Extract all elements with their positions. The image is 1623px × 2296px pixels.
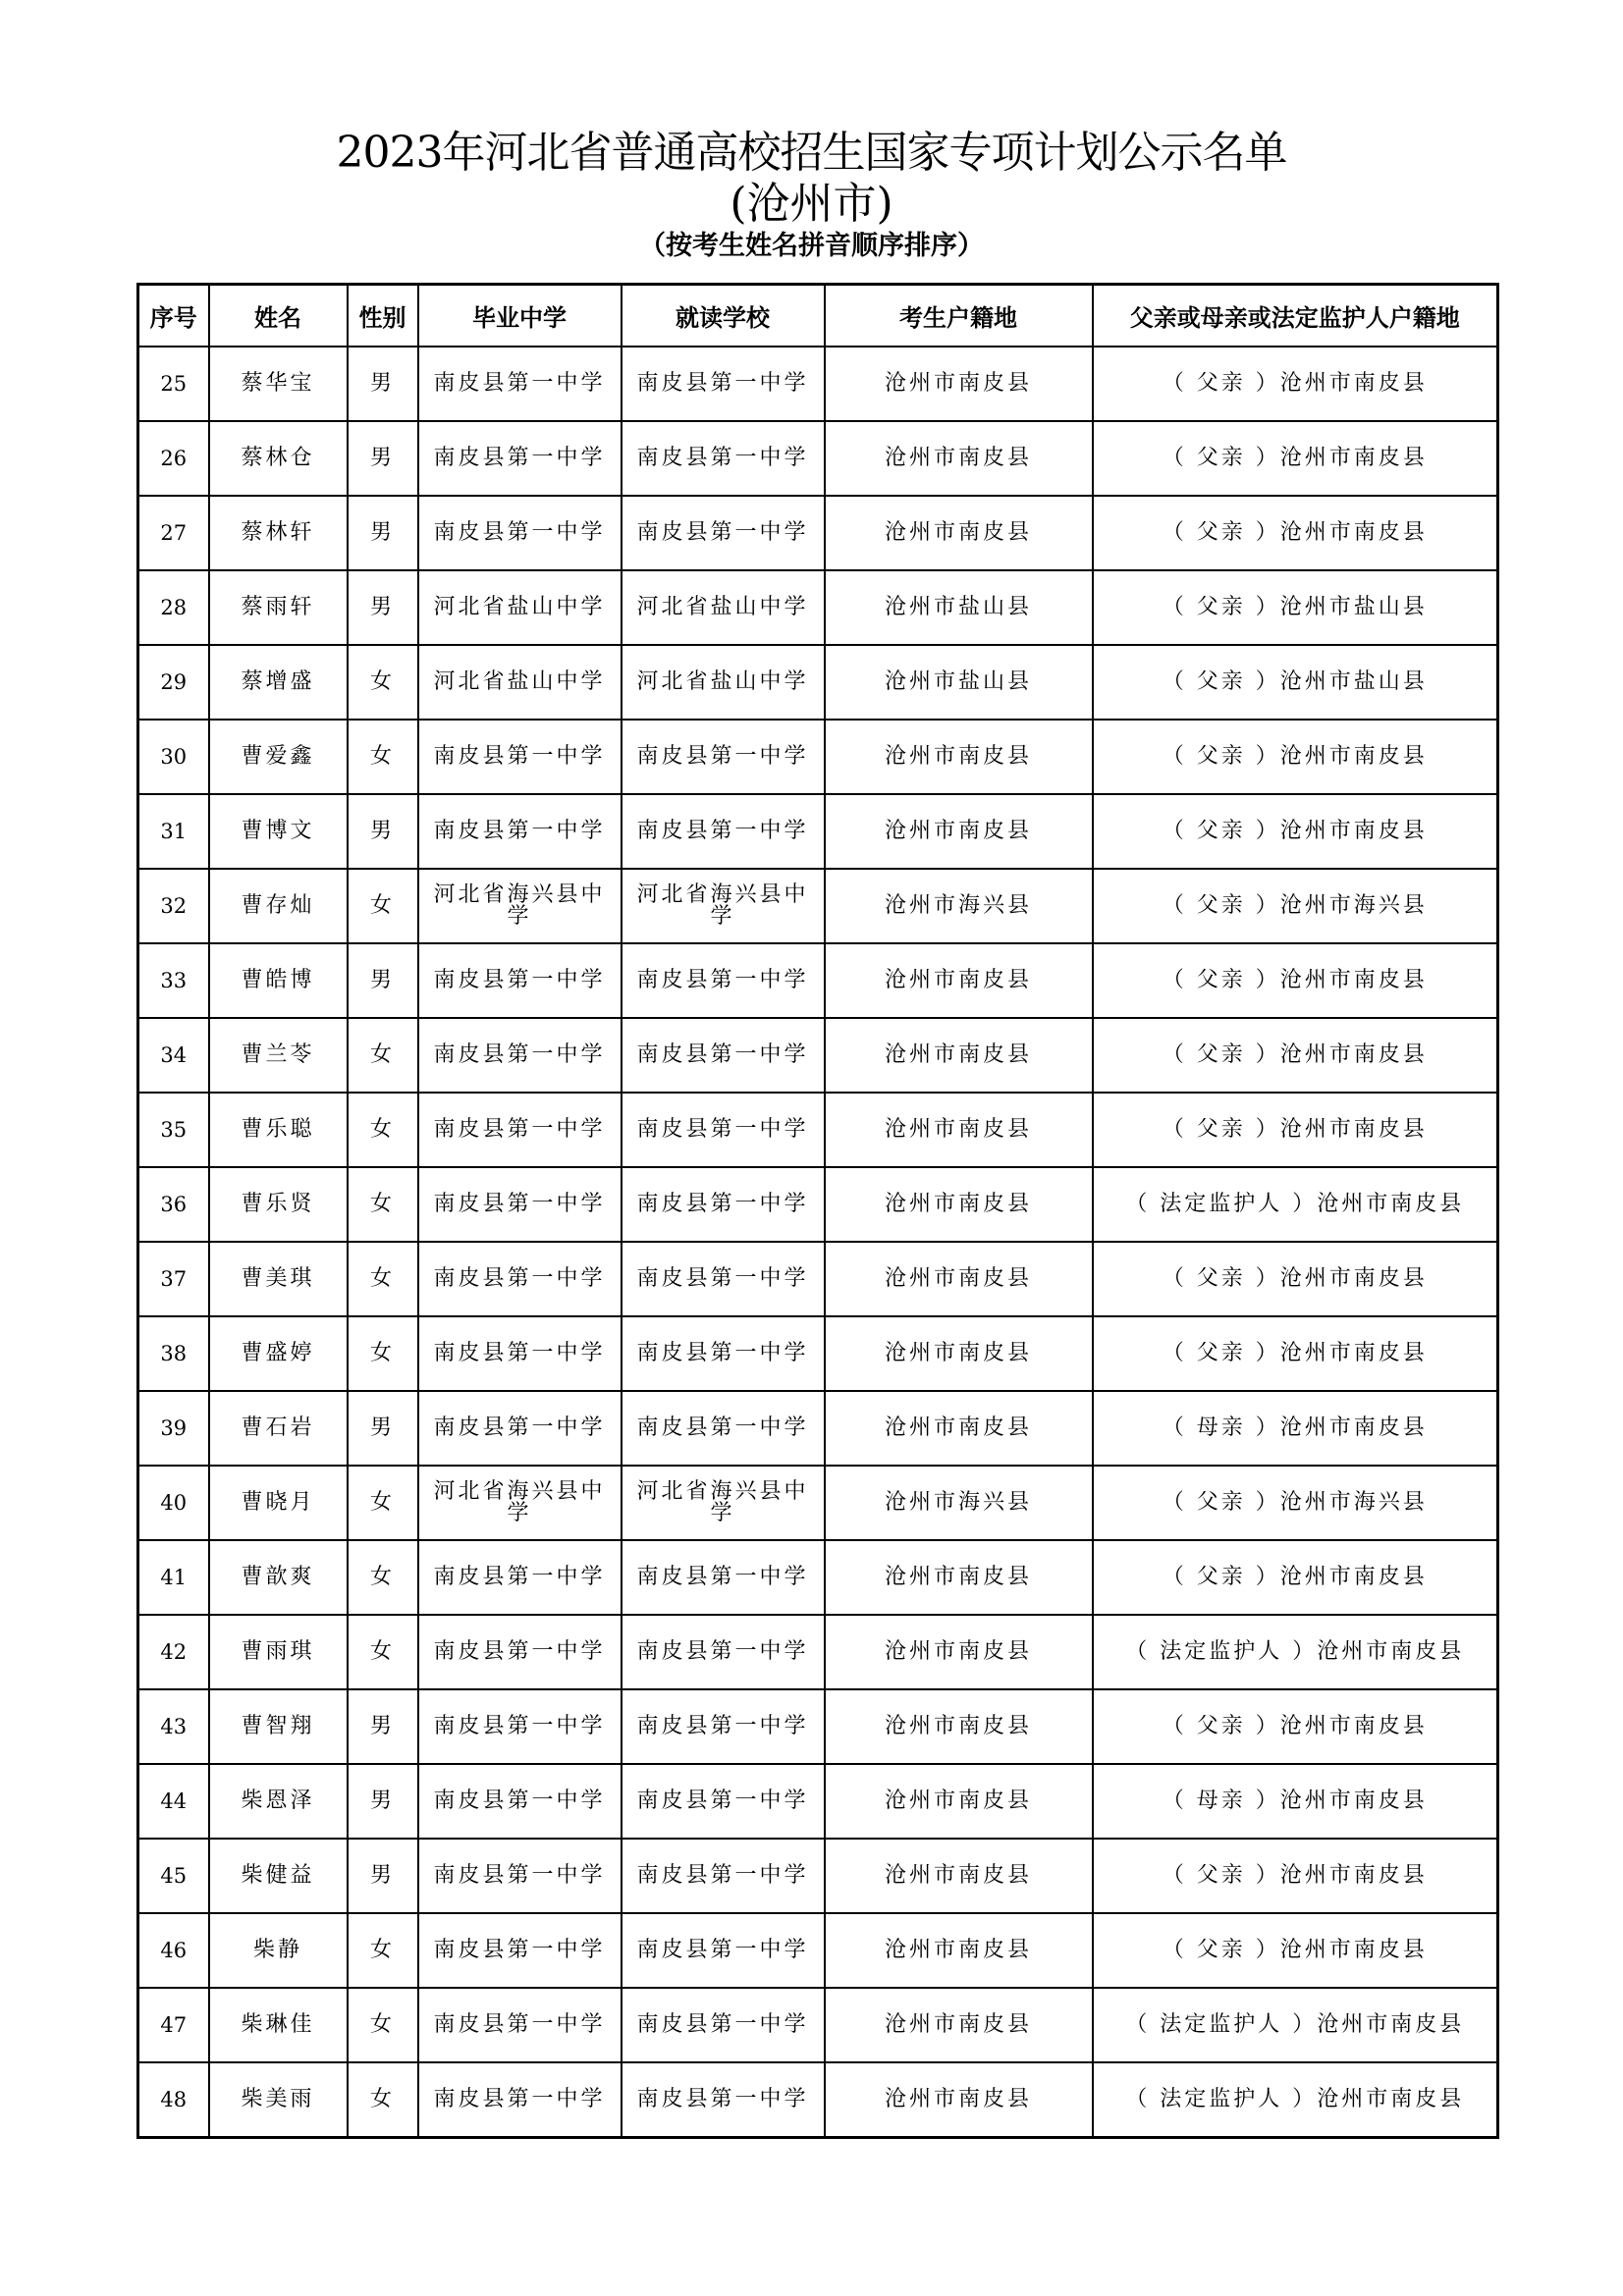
cell-name: 曹美琪 bbox=[209, 1242, 348, 1316]
cell-current-school: 南皮县第一中学 bbox=[622, 1018, 825, 1093]
cell-index: 47 bbox=[138, 1988, 209, 2062]
cell-name: 曹智翔 bbox=[209, 1689, 348, 1764]
cell-current-school: 南皮县第一中学 bbox=[622, 1615, 825, 1689]
table-row bbox=[138, 1615, 1498, 1689]
cell-guardian-registration: （ 父亲 ）沧州市南皮县 bbox=[1093, 347, 1498, 421]
cell-household-registration: 沧州市盐山县 bbox=[825, 645, 1093, 720]
table-row bbox=[138, 1988, 1498, 2062]
cell-current-school: 南皮县第一中学 bbox=[622, 1913, 825, 1988]
cell-index: 34 bbox=[138, 1018, 209, 1093]
cell-gender: 女 bbox=[348, 1913, 418, 1988]
cell-household-registration: 沧州市南皮县 bbox=[825, 1018, 1093, 1093]
header-gender: 性别 bbox=[348, 285, 418, 347]
cell-guardian-registration: （ 母亲 ）沧州市南皮县 bbox=[1093, 1764, 1498, 1839]
cell-graduated-school: 南皮县第一中学 bbox=[418, 720, 622, 794]
cell-household-registration: 沧州市南皮县 bbox=[825, 347, 1093, 421]
header-index: 序号 bbox=[138, 285, 209, 347]
cell-name: 曹盛婷 bbox=[209, 1316, 348, 1391]
cell-name: 曹雨琪 bbox=[209, 1615, 348, 1689]
table-row bbox=[138, 1242, 1498, 1316]
cell-graduated-school: 南皮县第一中学 bbox=[418, 1540, 622, 1615]
cell-graduated-school: 南皮县第一中学 bbox=[418, 2062, 622, 2138]
cell-graduated-school: 南皮县第一中学 bbox=[418, 1988, 622, 2062]
cell-name: 曹存灿 bbox=[209, 869, 348, 943]
cell-name: 蔡林轩 bbox=[209, 496, 348, 570]
cell-gender: 男 bbox=[348, 496, 418, 570]
cell-current-school: 南皮县第一中学 bbox=[622, 2062, 825, 2138]
cell-guardian-registration: （ 父亲 ）沧州市南皮县 bbox=[1093, 720, 1498, 794]
table-row bbox=[138, 1316, 1498, 1391]
cell-gender: 女 bbox=[348, 1540, 418, 1615]
cell-household-registration: 沧州市南皮县 bbox=[825, 496, 1093, 570]
table-row bbox=[138, 1018, 1498, 1093]
cell-index: 32 bbox=[138, 869, 209, 943]
cell-guardian-registration: （ 父亲 ）沧州市南皮县 bbox=[1093, 1913, 1498, 1988]
cell-gender: 女 bbox=[348, 1242, 418, 1316]
cell-household-registration: 沧州市盐山县 bbox=[825, 570, 1093, 645]
cell-index: 42 bbox=[138, 1615, 209, 1689]
cell-household-registration: 沧州市南皮县 bbox=[825, 2062, 1093, 2138]
cell-index: 43 bbox=[138, 1689, 209, 1764]
cell-name: 柴静 bbox=[209, 1913, 348, 1988]
document-title: 2023年河北省普通高校招生国家专项计划公示名单 bbox=[336, 128, 1287, 178]
cell-graduated-school: 南皮县第一中学 bbox=[418, 1018, 622, 1093]
table-row bbox=[138, 1913, 1498, 1988]
table-row bbox=[138, 943, 1498, 1018]
header-guardian-registration: 父亲或母亲或法定监护人户籍地 bbox=[1093, 285, 1498, 347]
cell-guardian-registration: （ 母亲 ）沧州市南皮县 bbox=[1093, 1391, 1498, 1466]
cell-graduated-school: 南皮县第一中学 bbox=[418, 1615, 622, 1689]
cell-gender: 女 bbox=[348, 1167, 418, 1242]
cell-current-school: 南皮县第一中学 bbox=[622, 794, 825, 869]
cell-graduated-school: 南皮县第一中学 bbox=[418, 1316, 622, 1391]
cell-current-school: 南皮县第一中学 bbox=[622, 1391, 825, 1466]
cell-guardian-registration: （ 父亲 ）沧州市南皮县 bbox=[1093, 794, 1498, 869]
document-subtitle: (沧州市) bbox=[730, 179, 893, 229]
cell-current-school: 南皮县第一中学 bbox=[622, 1689, 825, 1764]
cell-name: 蔡雨轩 bbox=[209, 570, 348, 645]
cell-name: 曹博文 bbox=[209, 794, 348, 869]
cell-graduated-school: 南皮县第一中学 bbox=[418, 1689, 622, 1764]
cell-current-school: 河北省盐山中学 bbox=[622, 645, 825, 720]
cell-current-school: 南皮县第一中学 bbox=[622, 1540, 825, 1615]
cell-household-registration: 沧州市南皮县 bbox=[825, 421, 1093, 496]
cell-index: 30 bbox=[138, 720, 209, 794]
cell-household-registration: 沧州市南皮县 bbox=[825, 1242, 1093, 1316]
cell-name: 曹歆爽 bbox=[209, 1540, 348, 1615]
cell-guardian-registration: （ 父亲 ）沧州市南皮县 bbox=[1093, 496, 1498, 570]
table-row bbox=[138, 496, 1498, 570]
cell-current-school: 南皮县第一中学 bbox=[622, 943, 825, 1018]
cell-gender: 男 bbox=[348, 1839, 418, 1913]
cell-gender: 女 bbox=[348, 869, 418, 943]
table-row bbox=[138, 645, 1498, 720]
cell-gender: 女 bbox=[348, 1988, 418, 2062]
cell-gender: 女 bbox=[348, 1018, 418, 1093]
cell-guardian-registration: （ 父亲 ）沧州市南皮县 bbox=[1093, 1242, 1498, 1316]
cell-name: 柴健益 bbox=[209, 1839, 348, 1913]
cell-current-school: 南皮县第一中学 bbox=[622, 1316, 825, 1391]
cell-current-school: 南皮县第一中学 bbox=[622, 421, 825, 496]
cell-name: 曹乐聪 bbox=[209, 1093, 348, 1167]
cell-graduated-school: 南皮县第一中学 bbox=[418, 421, 622, 496]
roster-table bbox=[136, 283, 1499, 2139]
cell-graduated-school: 南皮县第一中学 bbox=[418, 1167, 622, 1242]
cell-index: 27 bbox=[138, 496, 209, 570]
cell-guardian-registration: （ 法定监护人 ）沧州市南皮县 bbox=[1093, 1988, 1498, 2062]
header-current-school: 就读学校 bbox=[622, 285, 825, 347]
table-row bbox=[138, 1540, 1498, 1615]
cell-index: 46 bbox=[138, 1913, 209, 1988]
cell-name: 柴美雨 bbox=[209, 2062, 348, 2138]
cell-gender: 女 bbox=[348, 1615, 418, 1689]
cell-current-school: 南皮县第一中学 bbox=[622, 1093, 825, 1167]
cell-name: 柴恩泽 bbox=[209, 1764, 348, 1839]
table-row bbox=[138, 421, 1498, 496]
cell-household-registration: 沧州市南皮县 bbox=[825, 720, 1093, 794]
cell-guardian-registration: （ 法定监护人 ）沧州市南皮县 bbox=[1093, 2062, 1498, 2138]
cell-index: 26 bbox=[138, 421, 209, 496]
cell-household-registration: 沧州市海兴县 bbox=[825, 1466, 1093, 1540]
cell-gender: 女 bbox=[348, 2062, 418, 2138]
cell-guardian-registration: （ 父亲 ）沧州市南皮县 bbox=[1093, 1316, 1498, 1391]
cell-index: 40 bbox=[138, 1466, 209, 1540]
cell-household-registration: 沧州市南皮县 bbox=[825, 1615, 1093, 1689]
cell-current-school: 南皮县第一中学 bbox=[622, 1242, 825, 1316]
cell-index: 25 bbox=[138, 347, 209, 421]
cell-guardian-registration: （ 父亲 ）沧州市南皮县 bbox=[1093, 1839, 1498, 1913]
table-row bbox=[138, 869, 1498, 943]
cell-gender: 女 bbox=[348, 1093, 418, 1167]
cell-guardian-registration: （ 父亲 ）沧州市盐山县 bbox=[1093, 570, 1498, 645]
cell-graduated-school: 河北省海兴县中学 bbox=[418, 1466, 622, 1540]
cell-guardian-registration: （ 父亲 ）沧州市海兴县 bbox=[1093, 869, 1498, 943]
cell-index: 29 bbox=[138, 645, 209, 720]
cell-guardian-registration: （ 父亲 ）沧州市南皮县 bbox=[1093, 943, 1498, 1018]
cell-current-school: 南皮县第一中学 bbox=[622, 1988, 825, 2062]
cell-household-registration: 沧州市南皮县 bbox=[825, 1167, 1093, 1242]
cell-household-registration: 沧州市南皮县 bbox=[825, 1391, 1093, 1466]
cell-current-school: 南皮县第一中学 bbox=[622, 1167, 825, 1242]
cell-guardian-registration: （ 法定监护人 ）沧州市南皮县 bbox=[1093, 1615, 1498, 1689]
table-header-row bbox=[138, 285, 1498, 347]
table-row bbox=[138, 347, 1498, 421]
cell-name: 曹兰苓 bbox=[209, 1018, 348, 1093]
cell-gender: 女 bbox=[348, 1316, 418, 1391]
table-row bbox=[138, 1466, 1498, 1540]
cell-current-school: 河北省盐山中学 bbox=[622, 570, 825, 645]
cell-household-registration: 沧州市南皮县 bbox=[825, 1316, 1093, 1391]
cell-index: 39 bbox=[138, 1391, 209, 1466]
cell-household-registration: 沧州市南皮县 bbox=[825, 1988, 1093, 2062]
cell-graduated-school: 南皮县第一中学 bbox=[418, 1913, 622, 1988]
cell-name: 曹晓月 bbox=[209, 1466, 348, 1540]
cell-graduated-school: 南皮县第一中学 bbox=[418, 943, 622, 1018]
cell-graduated-school: 南皮县第一中学 bbox=[418, 1391, 622, 1466]
cell-gender: 男 bbox=[348, 794, 418, 869]
cell-graduated-school: 河北省盐山中学 bbox=[418, 645, 622, 720]
cell-gender: 男 bbox=[348, 1391, 418, 1466]
cell-index: 36 bbox=[138, 1167, 209, 1242]
cell-graduated-school: 南皮县第一中学 bbox=[418, 1839, 622, 1913]
cell-guardian-registration: （ 父亲 ）沧州市南皮县 bbox=[1093, 421, 1498, 496]
header-graduated-school: 毕业中学 bbox=[418, 285, 622, 347]
cell-index: 31 bbox=[138, 794, 209, 869]
cell-household-registration: 沧州市南皮县 bbox=[825, 1540, 1093, 1615]
cell-index: 28 bbox=[138, 570, 209, 645]
table-row bbox=[138, 1391, 1498, 1466]
cell-guardian-registration: （ 父亲 ）沧州市南皮县 bbox=[1093, 1689, 1498, 1764]
cell-current-school: 南皮县第一中学 bbox=[622, 1764, 825, 1839]
cell-graduated-school: 南皮县第一中学 bbox=[418, 794, 622, 869]
cell-household-registration: 沧州市南皮县 bbox=[825, 1093, 1093, 1167]
cell-current-school: 河北省海兴县中学 bbox=[622, 869, 825, 943]
cell-graduated-school: 河北省海兴县中学 bbox=[418, 869, 622, 943]
table-row bbox=[138, 1839, 1498, 1913]
cell-index: 37 bbox=[138, 1242, 209, 1316]
table-row bbox=[138, 1093, 1498, 1167]
cell-graduated-school: 南皮县第一中学 bbox=[418, 1242, 622, 1316]
cell-guardian-registration: （ 父亲 ）沧州市盐山县 bbox=[1093, 645, 1498, 720]
cell-graduated-school: 南皮县第一中学 bbox=[418, 347, 622, 421]
cell-name: 曹爱鑫 bbox=[209, 720, 348, 794]
cell-gender: 女 bbox=[348, 1466, 418, 1540]
cell-guardian-registration: （ 父亲 ）沧州市南皮县 bbox=[1093, 1540, 1498, 1615]
header-name: 姓名 bbox=[209, 285, 348, 347]
cell-household-registration: 沧州市南皮县 bbox=[825, 943, 1093, 1018]
cell-index: 35 bbox=[138, 1093, 209, 1167]
cell-graduated-school: 河北省盐山中学 bbox=[418, 570, 622, 645]
cell-index: 48 bbox=[138, 2062, 209, 2138]
cell-index: 41 bbox=[138, 1540, 209, 1615]
table-row bbox=[138, 2062, 1498, 2138]
cell-household-registration: 沧州市南皮县 bbox=[825, 1764, 1093, 1839]
cell-household-registration: 沧州市南皮县 bbox=[825, 1913, 1093, 1988]
header-household-registration: 考生户籍地 bbox=[825, 285, 1093, 347]
cell-gender: 男 bbox=[348, 570, 418, 645]
cell-index: 33 bbox=[138, 943, 209, 1018]
table-row bbox=[138, 1689, 1498, 1764]
cell-name: 蔡林仓 bbox=[209, 421, 348, 496]
table-row bbox=[138, 1764, 1498, 1839]
cell-graduated-school: 南皮县第一中学 bbox=[418, 496, 622, 570]
table-row bbox=[138, 1167, 1498, 1242]
cell-graduated-school: 南皮县第一中学 bbox=[418, 1764, 622, 1839]
cell-name: 曹乐贤 bbox=[209, 1167, 348, 1242]
cell-name: 蔡华宝 bbox=[209, 347, 348, 421]
cell-current-school: 南皮县第一中学 bbox=[622, 720, 825, 794]
cell-household-registration: 沧州市海兴县 bbox=[825, 869, 1093, 943]
cell-index: 45 bbox=[138, 1839, 209, 1913]
cell-gender: 女 bbox=[348, 720, 418, 794]
cell-household-registration: 沧州市南皮县 bbox=[825, 794, 1093, 869]
sort-note: （按考生姓名拼音顺序排序） bbox=[639, 231, 984, 261]
cell-index: 44 bbox=[138, 1764, 209, 1839]
cell-gender: 男 bbox=[348, 421, 418, 496]
cell-guardian-registration: （ 父亲 ）沧州市南皮县 bbox=[1093, 1018, 1498, 1093]
cell-name: 曹石岩 bbox=[209, 1391, 348, 1466]
cell-guardian-registration: （ 父亲 ）沧州市南皮县 bbox=[1093, 1093, 1498, 1167]
cell-gender: 男 bbox=[348, 1689, 418, 1764]
cell-name: 蔡增盛 bbox=[209, 645, 348, 720]
cell-graduated-school: 南皮县第一中学 bbox=[418, 1093, 622, 1167]
cell-gender: 男 bbox=[348, 943, 418, 1018]
cell-household-registration: 沧州市南皮县 bbox=[825, 1839, 1093, 1913]
cell-gender: 女 bbox=[348, 645, 418, 720]
cell-name: 柴琳佳 bbox=[209, 1988, 348, 2062]
cell-gender: 男 bbox=[348, 347, 418, 421]
table-row bbox=[138, 794, 1498, 869]
cell-current-school: 南皮县第一中学 bbox=[622, 1839, 825, 1913]
cell-current-school: 南皮县第一中学 bbox=[622, 496, 825, 570]
cell-guardian-registration: （ 法定监护人 ）沧州市南皮县 bbox=[1093, 1167, 1498, 1242]
cell-guardian-registration: （ 父亲 ）沧州市海兴县 bbox=[1093, 1466, 1498, 1540]
table-row bbox=[138, 720, 1498, 794]
cell-gender: 男 bbox=[348, 1764, 418, 1839]
table-row bbox=[138, 570, 1498, 645]
cell-current-school: 南皮县第一中学 bbox=[622, 347, 825, 421]
cell-household-registration: 沧州市南皮县 bbox=[825, 1689, 1093, 1764]
cell-name: 曹皓博 bbox=[209, 943, 348, 1018]
cell-index: 38 bbox=[138, 1316, 209, 1391]
cell-current-school: 河北省海兴县中学 bbox=[622, 1466, 825, 1540]
